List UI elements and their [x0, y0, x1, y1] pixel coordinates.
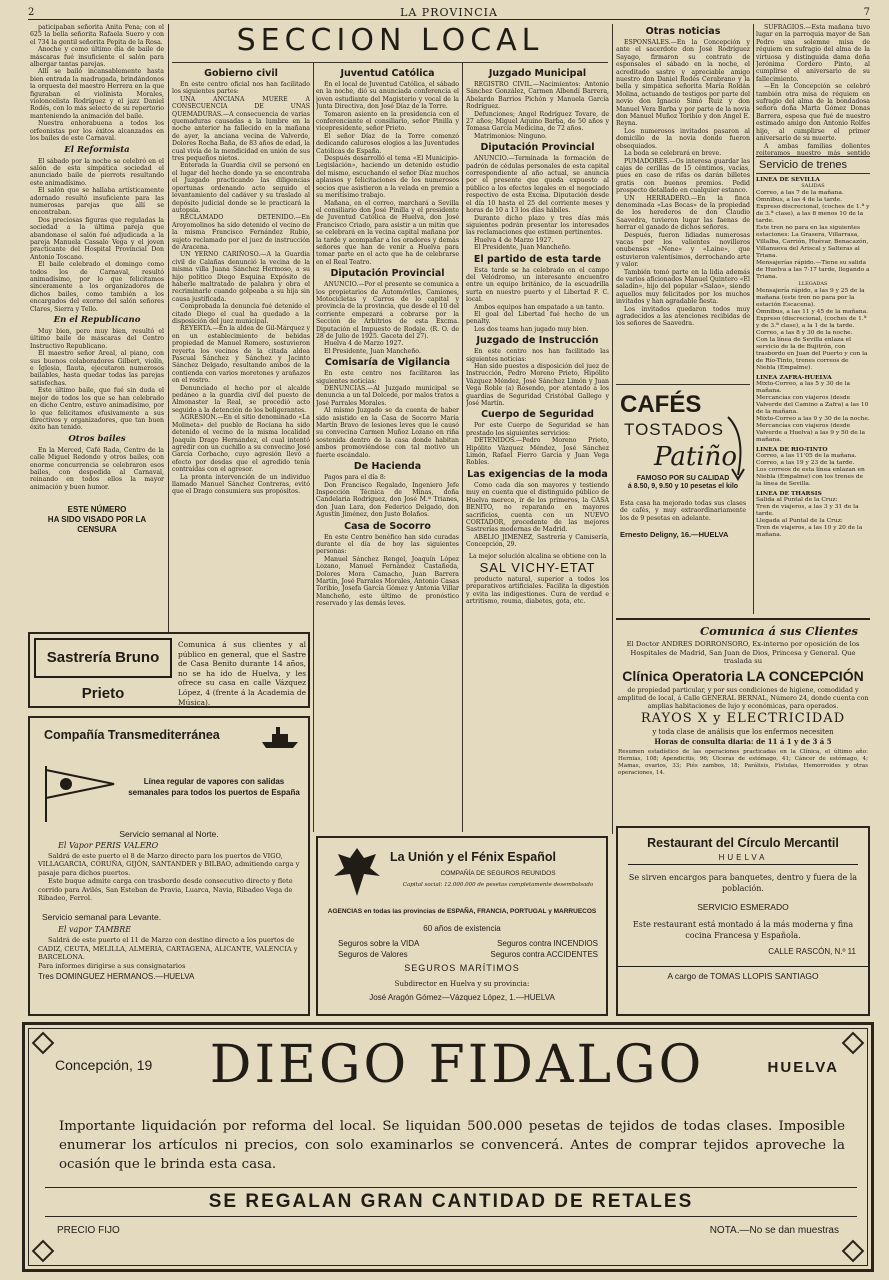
trans-detail: Para informes dirigirse a sus consignatarios [38, 961, 186, 970]
cafes-prices: á 8.50, 9, 9.50 y 10 pesetas el kilo [627, 483, 739, 490]
restaurant-ad [616, 826, 870, 1016]
paragraph: En este centro nos han facilitado las siguientes noticias: [466, 348, 609, 363]
union-agencies: AGENCIAS en todas las provincias de ESPAÑA, FRANCIA, PORTUGAL y MARRUECOS [327, 908, 597, 915]
trans-line: Línea regular de vapores con salidas semanales para todos los puertos de España [128, 777, 300, 797]
train-line: LINEA DE THARSIS [756, 490, 822, 497]
column-rule [313, 62, 314, 832]
train-row: Los correos de esta línea enlazan en Niebla (Empalme) con los trenes de la línea de Sevilla. [756, 467, 865, 487]
train-row: Tren de viajeros, a las 3 y 31 de la tarde. [756, 504, 859, 517]
train-row: Correo, a las 7 de la mañana. [756, 190, 844, 196]
union-years: 60 años de existencia [423, 924, 501, 933]
paragraph: ABELIO JIMENEZ, Sastrería y Camisería, Concepción, 29. [466, 533, 609, 549]
train-row: Correo, a las 19 y 23 de la tarde. [756, 460, 855, 466]
column-rule [462, 62, 463, 832]
train-schedule [756, 156, 870, 612]
paragraph: El Presidente, Juan Mancheño. [474, 244, 571, 252]
heading: Juzgado Municipal [488, 68, 587, 79]
column-gobierno [172, 66, 310, 626]
paragraph: Durante dicho plazo y tres días más siguientes podrán presentar los interesados las reclamaciones que estimen pertinentes. [466, 214, 609, 237]
sastreria-text: Comunica á sus clientes y al público en general, que el Sastre de Casa Benito durante 14 años, no se ha ido de Huelva, y les ofrece su casa en calle Vázquez López, 4 (frente á la Academia de Música). [178, 640, 306, 707]
paragraph: En el local de Juventud Católica, el sábado en la noche, dió su anunciada conferencia el joven estudiante del Magisterio y vocal de la Junta Directiva, don José Díaz de la Torre. [316, 81, 459, 111]
paragraph: Los invitados quedaron todos muy agradecidos a las atenciones recibidas de los señores de Saavedra. [616, 305, 750, 328]
cafes-brand: Patiño [654, 442, 737, 472]
paragraph: Por este Cuerpo de Seguridad se han prestado los siguientes servicios: [466, 422, 609, 437]
train-row: Mercancías con viajeros (desde Valverde del Camino a Zafra) a las 10 de la mañana. [756, 395, 869, 415]
clinica-ad [616, 618, 870, 824]
paragraph: Huelva 4 de Marzo 1927. [324, 340, 404, 348]
paragraph: ANUNCIO.—Por el presente se comunica a los propietarios de Automóviles, Camiones, Motocicletas y Carros de lo capital y provincia de la provincia, que desde el 10 del corriente empezará a cobrarse por la Sección de Arbitrios de esta Excma. Diputación el Impuesto de Rodaje. (R. O. de 28 de Julio de 1925. Gaceta del 27). [316, 281, 459, 340]
column-sufragios [756, 24, 870, 156]
cafes-address: Ernesto Deligny, 16.—HUELVA [620, 530, 729, 540]
train-label: SALIDAS [801, 183, 825, 189]
vichy-intro: La mejor solución alcalina se obtiene con la [468, 552, 607, 560]
paragraph: Don Francisco Regalado, Ingeniero Jefe Inspección Técnica de Minas, doña Candelaria Rodríguez, don José M.ª Trianes, don Juan Lara, don Federico Delgado, don Agustín Jiménez, don Justo Bolaños. [316, 481, 459, 519]
paragraph: Al mismo Juzgado se da cuenta de haber sido asistido en la Casa de Socorro María Martín Bravo de lesiones leves que le causó su convecina Carmen Muñoz Lozano en riña sostenida dentro de la casa donde habitan ambos promoviéndose con tal motivo un fuerte escándalo. [316, 407, 459, 459]
paragraph: SUFRAGIOS.—Esta mañana tuvo lugar en la parroquia mayor de San Pedro una solemne misa de réquiem en sufragio del alma de la virtuosa y distinguida dama doña Jerónima Cordero Pinto, al cumplirse el aniversario de su fallecimiento. [756, 24, 870, 83]
union-fenix-ad [316, 836, 608, 1016]
paragraph: Manuel Sánchez Rengel, Joaquín López Lozano, Manuel Fernández Castañeda, Dolores Mora Camacho, Juan Barrera Martín, José Parrales Morales, Antonio Casas Toribio, Josefa García Gómez y Antonia Villar Mancheño, este último de pronóstico reservado y las demás leves. [316, 555, 459, 608]
heading: Otros bailes [68, 433, 126, 444]
restaurant-city: HUELVA [628, 852, 858, 865]
restaurant-title: Restaurant del Círculo Mercantil [647, 836, 839, 850]
column-juzgado [466, 66, 609, 832]
cafes-ad [616, 384, 750, 614]
paragraph: Como cada día son mayores y testiendo muy en cuenta que el distinguido público de Huelva merece, ir de los primeros, la CASA BENITO, no reparando en mayores sacrificios, cuenta con un NUEVO CORTADOR, procedente de las mejores Sastrerías modernas de Madrid. [466, 481, 609, 534]
corner-ornament [842, 1240, 865, 1263]
paragraph: Ambos equipos han empatado a un tanto. [474, 303, 605, 311]
diego-address: Concepción, 19 [55, 1057, 153, 1073]
diego-city: HUELVA [767, 1059, 839, 1076]
train-title: Servicio de trenes [756, 156, 870, 174]
section-title: SECCION LOCAL [236, 24, 544, 58]
train-row: Correo, a las 11'05 de la mañana. [756, 453, 857, 459]
union-title: La Unión y el Fénix Español [390, 850, 557, 864]
page-number-left: 2 [28, 7, 35, 18]
cafes-title: CAFÉS [620, 391, 702, 418]
sastreria-title: Sastrería Bruno Prieto [34, 638, 172, 678]
paragraph: A ambas familias dolientes reiteramos nuestro más sentido [756, 142, 870, 156]
restaurant-text: Se sirven encargos para banquetes, dentro y fuera de la población. [628, 873, 858, 893]
restaurant-service: SERVICIO ESMERADO [697, 902, 789, 912]
train-row: Correo, a las 8 y 30 de la noche. [756, 330, 853, 336]
train-row: Ómnibus, a las 11 y 45 de la mañana. [756, 309, 869, 315]
train-row: Mercancías con viajeros (desde Valverde a Huelva) a las 9 y 50 de la mañana. [756, 423, 865, 443]
masthead [28, 6, 870, 20]
diego-price-note: PRECIO FIJO [57, 1225, 120, 1236]
union-insurance-list [338, 938, 598, 960]
train-row: Ómnibus, a las 4 de la tarde. [756, 197, 842, 203]
flag-icon [44, 764, 116, 824]
paragraph: PUMADORES.—Os interesa guardar las cajas de cerillas de 15 céntimos, vacías, pues en caso de rifas os darán billetes gratis con buenos premios. Pedid prospecto detallado en cualquier estanco. [616, 157, 750, 195]
transmediterranea-ad [28, 716, 310, 1016]
paragraph: —En la Concepción se celebró también otra misa de réquiem en sufragio del alma de la bondadosa señora doña Marta Gómez Donas Barrera, espesa que fué de nuestro estimado amigo don Antonio Rolfes hijo, al cumplirse el primer aniversario de su muerte. [756, 83, 870, 143]
restaurant-address: CALLE RASCÓN, N.º 11 [768, 947, 856, 956]
heading: Las exigencias de la moda [467, 468, 608, 480]
ship-icon [260, 724, 300, 750]
column-otras-noticias [616, 24, 750, 384]
clinica-analisis: y toda clase de análisis que los enfermos necesiten [652, 727, 834, 736]
trans-vessel: El Vapor PERIS VALERO [58, 841, 159, 850]
paragraph: En este centro oficial nos han facilitado los siguientes partes: [172, 81, 310, 96]
union-maritime: SEGUROS MARÍTIMOS [404, 963, 520, 973]
train-row: Expreso (discrecional, (coches de 1.ª y de 3.ª clase), a la 1 de la tarde. [756, 316, 867, 329]
union-address: José Aragón Gómez—Vázquez López, 1.—HUELVA [369, 993, 555, 1002]
heading: En el Republicano [53, 315, 141, 326]
rule [172, 62, 608, 63]
column-rule [168, 24, 169, 632]
train-row: Llegada al Puntal de la Cruz: [756, 518, 843, 524]
paragraph: Después, fueron lidiadas numerosas vacas por los valientes novilleros onubenses «Nene» y «Laine», que estuvieron valentísimos, derrochando arte y valor. [616, 231, 750, 269]
heading: Juventud Católica [340, 68, 435, 79]
heading: Casa de Socorro [344, 520, 431, 532]
train-row: Mensajería rápido, a las 9 y 25 de la mañana (este tren no para por la estación Escacena). [756, 288, 865, 308]
train-row: Mixto-Correo a las 9 y 30 de la noche. [756, 416, 870, 422]
union-insurance: Seguros contra INCENDIOS [497, 939, 598, 948]
trans-service-levante: Servicio semanal para Levante. [42, 912, 162, 923]
train-row: Con la línea de Sevilla enlaza el servicio de la de Bujitrón, con trasbordo en Juan del Puerto y con la de Río-Tinto, trenes correos de Niebla (Empalme). [756, 337, 868, 371]
paragraph: Después desarrolló el tema «El Municipio-Legislación», haciendo un detenido estudio del mismo, escuchando el señor Díaz muchos aplausos y felicitaciones de los numerosos socios que asistieron a la velada en premio a su meritísimo trabajo. [316, 155, 459, 200]
paragraph: Allí se bailó incansablemente hasta bien entrada la madrugada, brindándonos la orquesta del maestro Herrera en la que figuraban el violinista Morales, violoncelista Rodríguez y el jazz Daniel Rodés, con lo más selecto de su repertorio manteniendo la animación del baile. [30, 68, 164, 120]
train-row: Tren de viajeros, a las 10 y 20 de la mañana. [756, 525, 863, 538]
train-row: Mixto-Correo, a las 5 y 30 de la mañana. [756, 381, 850, 394]
paragraph: ESPONSALES.—En la Concepción y ante el sacerdote don José Rodríguez Sayago, firmaron su contrato de esponsales el sábado en la noche, el acreditado sastre y apreciable amigo nuestro don Daniel Rodés Cerabrano y la bella y simpática señorita María Roldán Molina, actuando de testigos por parte del novio don Ignacio Simó Ruiz y don Manuel Vera Barba y por parte de la novia don Manuel Muñoz Toribio y don Angel E. Reyna. [616, 39, 750, 128]
paragraph: En la Merced, Café Rada, Centro de la calle Miguel Redondo y otros bailes, con enorme concurrencia se celebraron esos bailes, con despedida al Carnaval, reinando en todos ellos la mayor animación y buen humor. [30, 446, 164, 491]
train-row: Expreso discrecional, (coches de 1.ª y de 3.ª clase), a las 8 menos 10 de la tarde. [756, 204, 870, 224]
column-rule [753, 24, 754, 614]
clinica-doctor: El Doctor ANDRES DORRONSORO, Ex-interno por oposición de los Hospitales de Madrid, San Juan de Dios, Princesa y General. Que traslada su [626, 640, 860, 665]
trans-vessel: El vapor TAMBRE [58, 925, 132, 935]
paragraph: El maestro señor Areal, al piano, con sus buenos colaboradores Gilbert, violín, e Iglesia, flauta, ejecutaron numerosos bailables, hasta quedar todas las parejas satisfechas. [30, 350, 164, 387]
heading: El partido de esta tarde [473, 253, 602, 265]
restaurant-manager: A cargo de TOMAS LLOPIS SANTIAGO [618, 966, 868, 981]
train-label: LLEGADAS [798, 281, 828, 287]
paragraph: Defunciones; Angel Rodríguez Tovare, de 27 años; Miguel Aquino Barba, de 50 años y Tomasa García Medicina, de 72 años. [466, 110, 609, 133]
paragraph: AGRESION.—En el sitio denominado «La Molineta» del pueblo de Rociana ha sido detenido el vecino de la misma localidad Joaquín Drago Hernández, el cual intentó agredir con un cuchillo a su convecino José García Corbacho, cuyo agresión llevó a efecto por desdas que el agredido tenía contraídas con el agresor. [172, 414, 310, 474]
union-insurance: Seguros contra ACCIDENTES [490, 950, 598, 959]
paragraph: Muy bien, pero muy bien, resultó el último baile de máscaras del Centro Instructivo Republicano. [30, 328, 164, 350]
clinica-stats: Resumen estadístico de las operaciones practicadas en la Clínica, el último año: Hernias, 108; Apendicitis, 96; Úlceras de estómago, 41; Cáncer de estómago, 4; Mamas, ovarios, 33; Piés zambos, 18; Parálisis, Fístulas, Hemorroides y otras operaciones, 14. [618, 748, 868, 776]
paragraph: El goal del Libertad fué hecho de un penalty. [466, 310, 609, 326]
heading: De Hacienda [353, 461, 422, 473]
train-line: LINEA ZAFRA-HUELVA [756, 374, 832, 381]
paragraph: El salón que se hallaba artísticamente adornado resultó insuficiente para las numerosas parejas que allí se encontraban. [30, 187, 164, 217]
cafes-text: Esta casa ha mejorado todas sus clases de cafés, y muy extraordinariamente los de 9 pesetas en adelante. [620, 500, 746, 522]
paragraph: La pronta intervención de un individuo llamado Manuel Sánchez Contreras, evitó que el Drago consumiera sus propósitos. [172, 473, 310, 496]
clinica-details: de propiedad particular, y por sus condiciones de higiene, comodidad y amplitud de local, á Calle GENERAL BERNAL, Número 24, donde cuenta con amplias habitaciones de lujo y económicas, para operados. [617, 685, 869, 710]
paragraph: ANUNCIO.—Terminada la formación de padrón de cédulas personales de esta capital correspondiente al año actual, se anuncia por el presente que queda expuesto al público a los efectos legales en el negociado respectivo de esta Excma. Diputación desde el día 10 hasta el 25 del corriente meses y horas de 10 a 13 los días hábiles. [466, 155, 609, 215]
union-insurance: Seguros de Valores [338, 950, 408, 959]
clinica-rayos: RAYOS X y ELECTRICIDAD [640, 710, 846, 726]
censor-line: ESTE NÚMERO [67, 505, 127, 515]
paragraph: Enterada la Guardia civil se personó en el lugar del hecho donde ya se encontraba el Juzgado practicando las diligencias oportunas ordenando acto seguido el levantamiento del cadáver y su traslado al depósito judicial donde se le practicará la autopsia. [172, 162, 310, 214]
paragraph: paticipaban señorita Anita Pena; con el 625 la bella señorita Rafaela Suero y con el 734 la gentil señorita Pepita de la Rosa. [30, 24, 164, 46]
heading: Cuerpo de Seguridad [481, 409, 594, 421]
trans-signature: Tres DOMINGUEZ HERMANOS.—HUELVA [38, 972, 195, 982]
cafes-quality: FAMOSO POR SU CALIDAD [636, 475, 730, 482]
heading: Juzgado de Instrucción [476, 335, 599, 347]
paragraph: DENUNCIAS.—Al Juzgado municipal se denuncia a un tal Dolcede, por malos tratos a José Parrales Morales. [316, 385, 459, 407]
sastreria-text-wrap [178, 640, 306, 707]
newspaper-name: LA PROVINCIA [400, 6, 498, 19]
column-society [30, 24, 164, 624]
paragraph: UNA ANCIANA MUERE A CONSECUENCIA DE UNAS QUEMADURAS.—A consecuencia de varias quemaduras causadas a la lumbre en la noche anterior ha fallecido en la mañana de ayer, la anciana vecina de Valverde, Dolores Rocha Baña, de 83 años de edad, la cual vivía de la mendicidad en unión de sus tres pequeños nietos. [172, 95, 310, 163]
paragraph: También tomó parte en la lidia además de varios aficionados Manuel Quintero «El saladín», hijo del popular «Salao», siendo aquellos muy felicitados por los muchos invitados y han agradable fiesta. [616, 268, 750, 306]
arrow-icon [726, 415, 748, 485]
union-subdirector: Subdirector en Huelva y su provincia: [394, 980, 530, 988]
paragraph: REGISTRO CIVIL.—Nacimientos: Antonio Sánchez González, Carmen Albendí Barrera, Abelardo Barrios Pichón y Manuela García Rodríguez. [466, 81, 609, 111]
union-subtitle: COMPAÑÍA DE SEGUROS REUNIDOS [440, 870, 556, 877]
censor-note [30, 505, 164, 535]
paragraph: Los numerosos invitados pasaron al domicilio de la novia donde fueron obsequiados. [616, 127, 750, 150]
vichy-brand: SAL VICHY-ETAT [479, 559, 596, 575]
trans-detail: Saldrá de este puerto el 11 de Marzo con destino directo a los puertos de CADIZ, CEUTA, MELILLA, ALMERIA, CARTAGENA, ALICANTE, VALENCIA y BARCELONA. [38, 936, 298, 962]
trans-service-north: Servicio semanal al Norte. [119, 829, 219, 839]
page-number-right: 7 [863, 7, 870, 18]
cafes-subtitle: TOSTADOS [624, 420, 724, 439]
paragraph: UN HERRADERO.—En la finca denominada «Las Bocas» de la propiedad de los herederos de don Claudio Saavedra, tuvieron lugar las faenas de herrar el ganado de dichos señores. [616, 194, 750, 232]
paragraph: DETENIDOS.—Pedro Moreno Prieto, Hipólito Vázquez Méndez, José Sánchez Limón, Rafael Fierro García y Juan Vega Robles. [466, 437, 609, 467]
diego-name: DIEGO FIDALGO [209, 1035, 705, 1095]
paragraph: Los dos teams han jugado muy bien. [474, 325, 589, 333]
paragraph: El señor Díaz de la Torre comenzó dedicando calurosos elogios a las Juventudes Católicas de España. [316, 132, 459, 155]
paragraph: Este último baile, que fué sin duda el mejor de todos los que se han celebrado en dicho Centro, estuvo animadísimo, por lo que felicitamos efusivamente a sus directivos y organizadores, que tan buen éxito han tenido. [30, 387, 164, 432]
union-capital: Capital social: 12.000.000 de pesetas completamente desembolsado [402, 882, 594, 888]
paragraph: Esta tarde se ha celebrado en el campo del Velódromo, un interesante encuentro entre un equipo británico, de la escuadrilla surta en nuestro puerto y el Libertad F. C. local. [466, 266, 609, 304]
sastreria-ad [28, 632, 310, 708]
paragraph: producto natural, superior a todos los preparativos artificiales. Facilita la digestión y evita las indigestiones. Cura de verdad e artritismo, reuma, diabetes, gota, etc. [466, 575, 609, 606]
union-insurance: Seguros sobre la VIDA [338, 939, 420, 948]
diego-body: Importante liquidación por reforma del local. Se liquidan 500.000 pesetas de tejidos de todas clases. Imposible enumerar los artículos ni precios, con solo examinarlos se convencerá. Antes de comprar tejidos aproveche la ocasión que le brinda esta casa. [59, 1119, 845, 1172]
paragraph: La boda se celebrará en breve. [624, 150, 722, 158]
phoenix-icon [330, 844, 384, 902]
paragraph: UN YERNO CARIÑOSO.—A la Guardia civil de Calañas denunció la vecina de la misma villa Juana Sánchez Hermoso, a su hijo político Diego Esquina Expósito de haberle maltratado de palabra y obra el recriminarle cuando golpeaba a su hija sin causa justificada. [172, 251, 310, 303]
paragraph: Nuestra enhorabuena a todos los orfeonistas por los éxitos alcanzados en los bailes de este Carnaval. [30, 120, 164, 143]
paragraph: REYERTA.—En la aldea de Gil-Márquez y en un establecimiento de bebidas propiedad de Manuel Romero, sostuvieron reyerta los vecinos de la citada aldea Pascual Sánchez y Sánchez y Jacinto Sánchez Delgado, resultando ambos de la contienda con varios moretones y arañazos en el rostro. [172, 325, 310, 385]
corner-ornament [32, 1240, 55, 1263]
paragraph: Huelva 4 de Marzo 1927. [474, 236, 554, 244]
diego-samples-note: NOTA.—No se dan muestras [709, 1225, 839, 1236]
trans-detail: Este buque admite carga con trasbordo desde consecutivo directo y flete corrido para Avilés, San Esteban de Pravia, Luarca, Navia, Ribadeo Vega de Ribadeo, Ferrol. [38, 877, 293, 903]
paragraph: Dos preciosas figuras que reguladas la sociedad a la última pareja que abandonase el salón fué adjudicada a la pareja Manuela Cassalo Vega y el joven practicante del Hospital Provincial Don Antonio Toscano. [30, 216, 164, 261]
train-row: Salida al Puntal de la Cruz: [756, 497, 838, 503]
paragraph: El sábado por la noche se celebró en el salón de esta simpática sociedad el anunciado baile de pierrots resultando este animadísimo. [30, 157, 164, 187]
heading: Diputación Provincial [330, 268, 445, 280]
paragraph: Matrimonios: Ninguno. [474, 132, 547, 140]
column-rule [612, 24, 613, 834]
corner-ornament [842, 1032, 865, 1055]
paragraph: Han sido puestos a disposición del juez de Instrucción, Pedro Moreno Prieto, Hipólito Vázquez Méndez, José Sánchez Limón y Juan Vega Roble (a) Rosendo, por atentado a los guardias de Seguridad Cristóbal Gallego y José Martín. [466, 363, 609, 408]
paragraph: El Presidente, Juan Mancheño. [324, 347, 421, 355]
train-row: Este tren no para en las siguientes estaciones: La Grasera, Villarrasa, Villalba, Carrión, Huévar, Benacazón, Villanueva del Ariscal y Salteras al Triana. [756, 225, 869, 259]
diego-fidalgo-ad [22, 1022, 874, 1272]
trans-title: Compañía Transmediterránea [44, 728, 220, 742]
heading: Diputación Provincial [480, 142, 595, 154]
paragraph: En este centro nos facilitaron las siguientes noticias: [316, 370, 459, 385]
diego-slogan: SE REGALAN GRAN CANTIDAD DE RETALES [45, 1187, 857, 1217]
train-line: LINEA DE RIO-TINTO [756, 446, 828, 453]
paragraph: Denunciado el hecho por el alcalde pedáneo a la guardia civil del puesto de Almonaster la Real, se procedió acto seguido a la detención de los beligerantes. [172, 384, 310, 414]
paragraph: Mañana, en el correo, marchará a Sevilla el consiliario don José Pinilla y el presidente de Juventud Católica de Huelva, don José Francisco Criado, para asistir a un mitin que se celebrará en la vecina capital mañana por la tarde y acompañar a los oradores y demás señores que han de venir a Huelva para tomar parte en el acto que ha de celebrarse en el Real Teatro. [316, 199, 459, 266]
paragraph: RECLAMADO DETENIDO.—En Aroyomolinos ha sido detenido el vecino de la misma Francisco Fernández Rubio, sujeto reclamado por el juez de instrucción de Aracena. [172, 214, 310, 251]
heading: Gobierno civil [204, 68, 278, 79]
paragraph: En este Centro benéfico han sido curadas durante el día de hoy las siguientes personas: [316, 533, 459, 556]
clinica-hours: Horas de consulta diaria: de 11 á 1 y de 3 á 5 [654, 736, 832, 746]
heading: Otras noticias [645, 26, 721, 37]
train-line: LINEA DE SEVILLA [756, 176, 820, 183]
train-row: Mensajerías rápido.—Tiene su salida de Huelva a las 7·17 tarde, llegando a Triana. [756, 260, 870, 280]
paragraph: Pagos para el día 8: [324, 474, 386, 482]
paragraph: Anoche y como último día de baile de máscaras fué insuficiente el salón para albergar tantas parejas. [30, 46, 164, 69]
heading: Comisaría de Vigilancia [324, 357, 451, 369]
restaurant-text: Este restaurant está montado á la más moderna y fina cocina Francesa y Española. [632, 920, 854, 940]
clinica-title: Clínica Operatoria LA CONCEPCIÓN [622, 667, 864, 684]
trans-detail: Saldrá de este puerto el 8 de Marzo directo para los puertos de VIGO, VILLAGARCIA, CORUÑA, GIJÓN, SANTANDER y BILBAO, admitiendo carga y pasaje para dichos puertos. [38, 852, 300, 877]
paragraph: El baile celebrado el domingo como todos los de Carnaval, resultó animadísimo, por lo que felicitamos sinceramente a los organizadores de dichos bailes, como también a los encargados del exorno del salón señores Clares, Sierra y Tello. [30, 261, 164, 313]
heading: El Reformista [64, 144, 130, 155]
corner-ornament [32, 1032, 55, 1055]
paragraph: Tomaron asiento en la presidencia con el conferenciante el consiliario, señor Pinilla y vicepresidente, señor Prieto. [316, 110, 459, 133]
censor-line: HA SIDO VISADO POR LA CENSURA [47, 515, 147, 535]
column-juventud [316, 66, 459, 832]
paragraph: Comprobada la denuncia fué detenido el citado Diego el cual ha quedado a la disposición del juez municipal. [172, 303, 310, 325]
clinica-heading: Comunica á sus Clientes [700, 624, 858, 638]
